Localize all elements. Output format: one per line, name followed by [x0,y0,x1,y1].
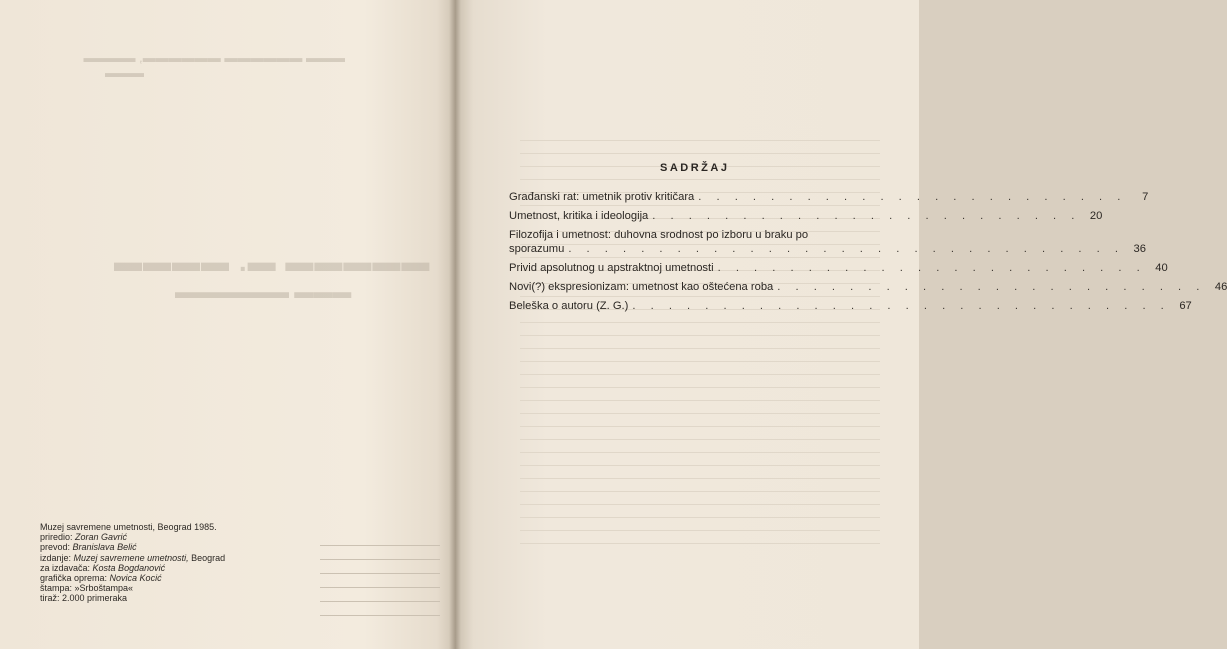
toc-entry-title: Umetnost, kritika i ideologija [509,210,649,222]
left-page [0,0,455,649]
colophon-graphic-design: grafička oprema: Novica Kocić [40,573,162,584]
toc-entry-page: 7 [1142,191,1149,203]
toc-leader-dots: . . . . . . . . . . . . . . . . . . . . . . . . . . . . . . [632,300,1170,312]
colophon-print-run: tiraž: 2.000 primeraka [40,593,128,604]
toc-leader-dots: . . . . . . . . . . . . . . . . . . . . . . . . [652,210,1081,222]
show-through-publisher: ▬▬▬ ▬▬▬▬▬▬ ▬▬▬▬▬▬, ▬▬▬▬ ▬▬▬ [83,50,345,80]
colophon-for-publisher: za izdavača: Kosta Bogdanović [40,562,166,573]
toc-entry-page: 20 [1089,210,1103,222]
toc-entry [509,190,1149,204]
toc-leader-dots: . . . . . . . . . . . . . . . . . . . . . . . . . . . . . . . [568,243,1124,255]
toc-entry [509,261,1168,275]
colophon-editor: priredio: Zoran Gavrić [40,532,128,543]
toc-leader-dots: . . . . . . . . . . . . . . . . . . . . . . . . [777,281,1206,293]
toc-entry [509,299,1192,313]
show-through-notes [320,545,440,635]
book-gutter [449,0,461,649]
toc-entry [509,280,1227,294]
show-through-subtitle: ▬▬▬ ▬▬▬▬▬▬ [175,282,352,303]
toc-entry [509,228,1146,256]
toc-entry-title-line1: Filozofija i umetnost: duhovna srodnost po izboru u braku po [509,229,809,241]
colophon [40,522,280,604]
toc-entry-title: Građanski rat: umetnik protiv kritičara [509,191,695,203]
toc-entry-title: Privid apsolutnog u apstraktnoj umetnosti [509,262,714,274]
colophon-printing: štampa: »Srboštampa« [40,583,134,594]
colophon-publisher-line: Muzej savremene umetnosti, Beograd 1985. [40,522,217,532]
toc-entry-title: Novi(?) ekspresionizam: umetnost kao oštećena roba [509,281,774,293]
table-of-contents [509,190,1227,318]
colophon-translation: prevod: Branislava Belić [40,542,137,553]
toc-heading: SADRŽAJ [660,162,730,174]
toc-entry-page: 67 [1179,300,1192,312]
toc-entry-title: sporazumu [509,243,565,255]
toc-leader-dots: . . . . . . . . . . . . . . . . . . . . . . . . [717,262,1146,274]
toc-entry-page: 36 [1133,243,1146,255]
toc-entry-page: 40 [1155,262,1168,274]
show-through-author: ▬▬▬▬▬ ▬. ▬▬▬▬ [113,246,430,277]
toc-entry [509,209,1103,223]
toc-leader-dots: . . . . . . . . . . . . . . . . . . . . . . . . [698,191,1127,203]
toc-entry-page: 46 [1214,281,1227,293]
colophon-edition: izdanje: Muzej savremene umetnosti, Beograd [40,552,226,563]
toc-entry-title: Beleška o autoru (Z. G.) [509,300,629,312]
